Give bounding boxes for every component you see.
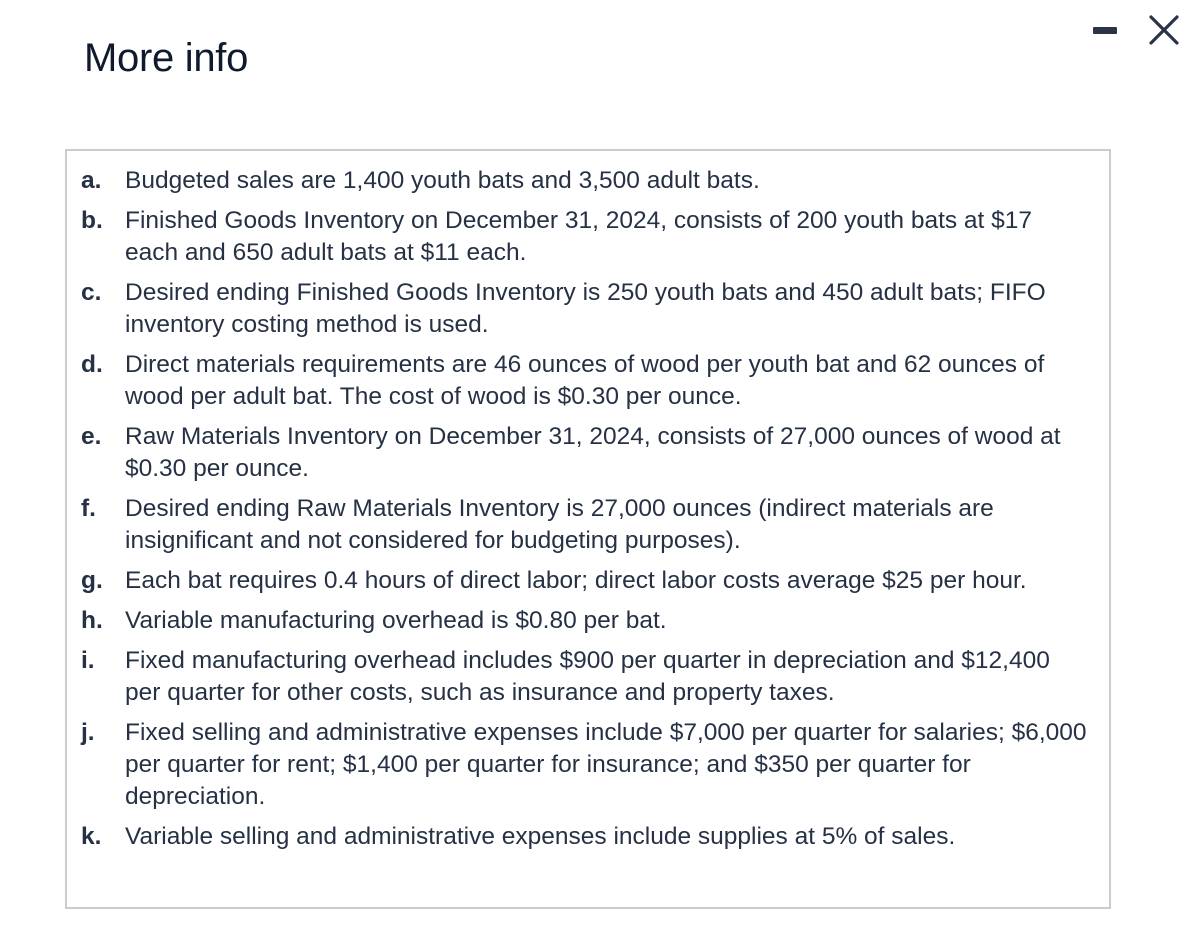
info-item-k	[81, 821, 1089, 853]
item-marker: j.	[81, 719, 95, 746]
dialog-title: More info	[84, 36, 249, 80]
item-text: Variable manufacturing overhead is $0.80 per bat.	[125, 607, 667, 634]
item-marker: k.	[81, 823, 102, 850]
minimize-icon	[1093, 27, 1117, 34]
info-item-a	[81, 165, 1089, 197]
item-marker: h.	[81, 607, 103, 634]
item-text: Raw Materials Inventory on December 31, 2024, consists of 27,000 ounces of wood at $0.30 per ounce.	[125, 423, 1061, 482]
info-item-j	[81, 717, 1089, 813]
window-controls	[1090, 12, 1182, 48]
item-text: Variable selling and administrative expenses include supplies at 5% of sales.	[125, 823, 956, 850]
item-text: Each bat requires 0.4 hours of direct labor; direct labor costs average $25 per hour.	[125, 567, 1027, 594]
info-item-c	[81, 277, 1089, 341]
info-item-b	[81, 205, 1089, 269]
item-text: Fixed selling and administrative expenses include $7,000 per quarter for salaries; $6,000 per quarter for rent; $1,400 per quarter for insurance; and $350 per quarter for depreciation.	[125, 719, 1087, 810]
info-box	[65, 149, 1111, 909]
item-marker: g.	[81, 567, 103, 594]
item-marker: b.	[81, 207, 103, 234]
item-text: Desired ending Raw Materials Inventory is 27,000 ounces (indirect materials are insignificant and not considered for budgeting purposes).	[125, 495, 994, 554]
close-button[interactable]	[1146, 12, 1182, 48]
item-marker: i.	[81, 647, 95, 674]
info-item-h	[81, 605, 1089, 637]
info-item-d	[81, 349, 1089, 413]
minimize-button[interactable]	[1090, 12, 1120, 48]
info-item-i	[81, 645, 1089, 709]
info-list	[81, 165, 1089, 853]
item-marker: f.	[81, 495, 96, 522]
item-marker: a.	[81, 167, 102, 194]
info-item-e	[81, 421, 1089, 485]
item-marker: e.	[81, 423, 102, 450]
item-text: Fixed manufacturing overhead includes $900 per quarter in depreciation and $12,400 per quarter for other costs, such as insurance and property taxes.	[125, 647, 1050, 706]
item-text: Direct materials requirements are 46 ounces of wood per youth bat and 62 ounces of wood per adult bat. The cost of wood is $0.30 per ounce.	[125, 351, 1045, 410]
item-text: Desired ending Finished Goods Inventory is 250 youth bats and 450 adult bats; FIFO inventory costing method is used.	[125, 279, 1046, 338]
info-item-g	[81, 565, 1089, 597]
item-marker: d.	[81, 351, 103, 378]
close-icon	[1146, 12, 1182, 48]
item-text: Budgeted sales are 1,400 youth bats and 3,500 adult bats.	[125, 167, 760, 194]
info-item-f	[81, 493, 1089, 557]
item-marker: c.	[81, 279, 102, 306]
item-text: Finished Goods Inventory on December 31, 2024, consists of 200 youth bats at $17 each and 650 adult bats at $11 each.	[125, 207, 1033, 266]
